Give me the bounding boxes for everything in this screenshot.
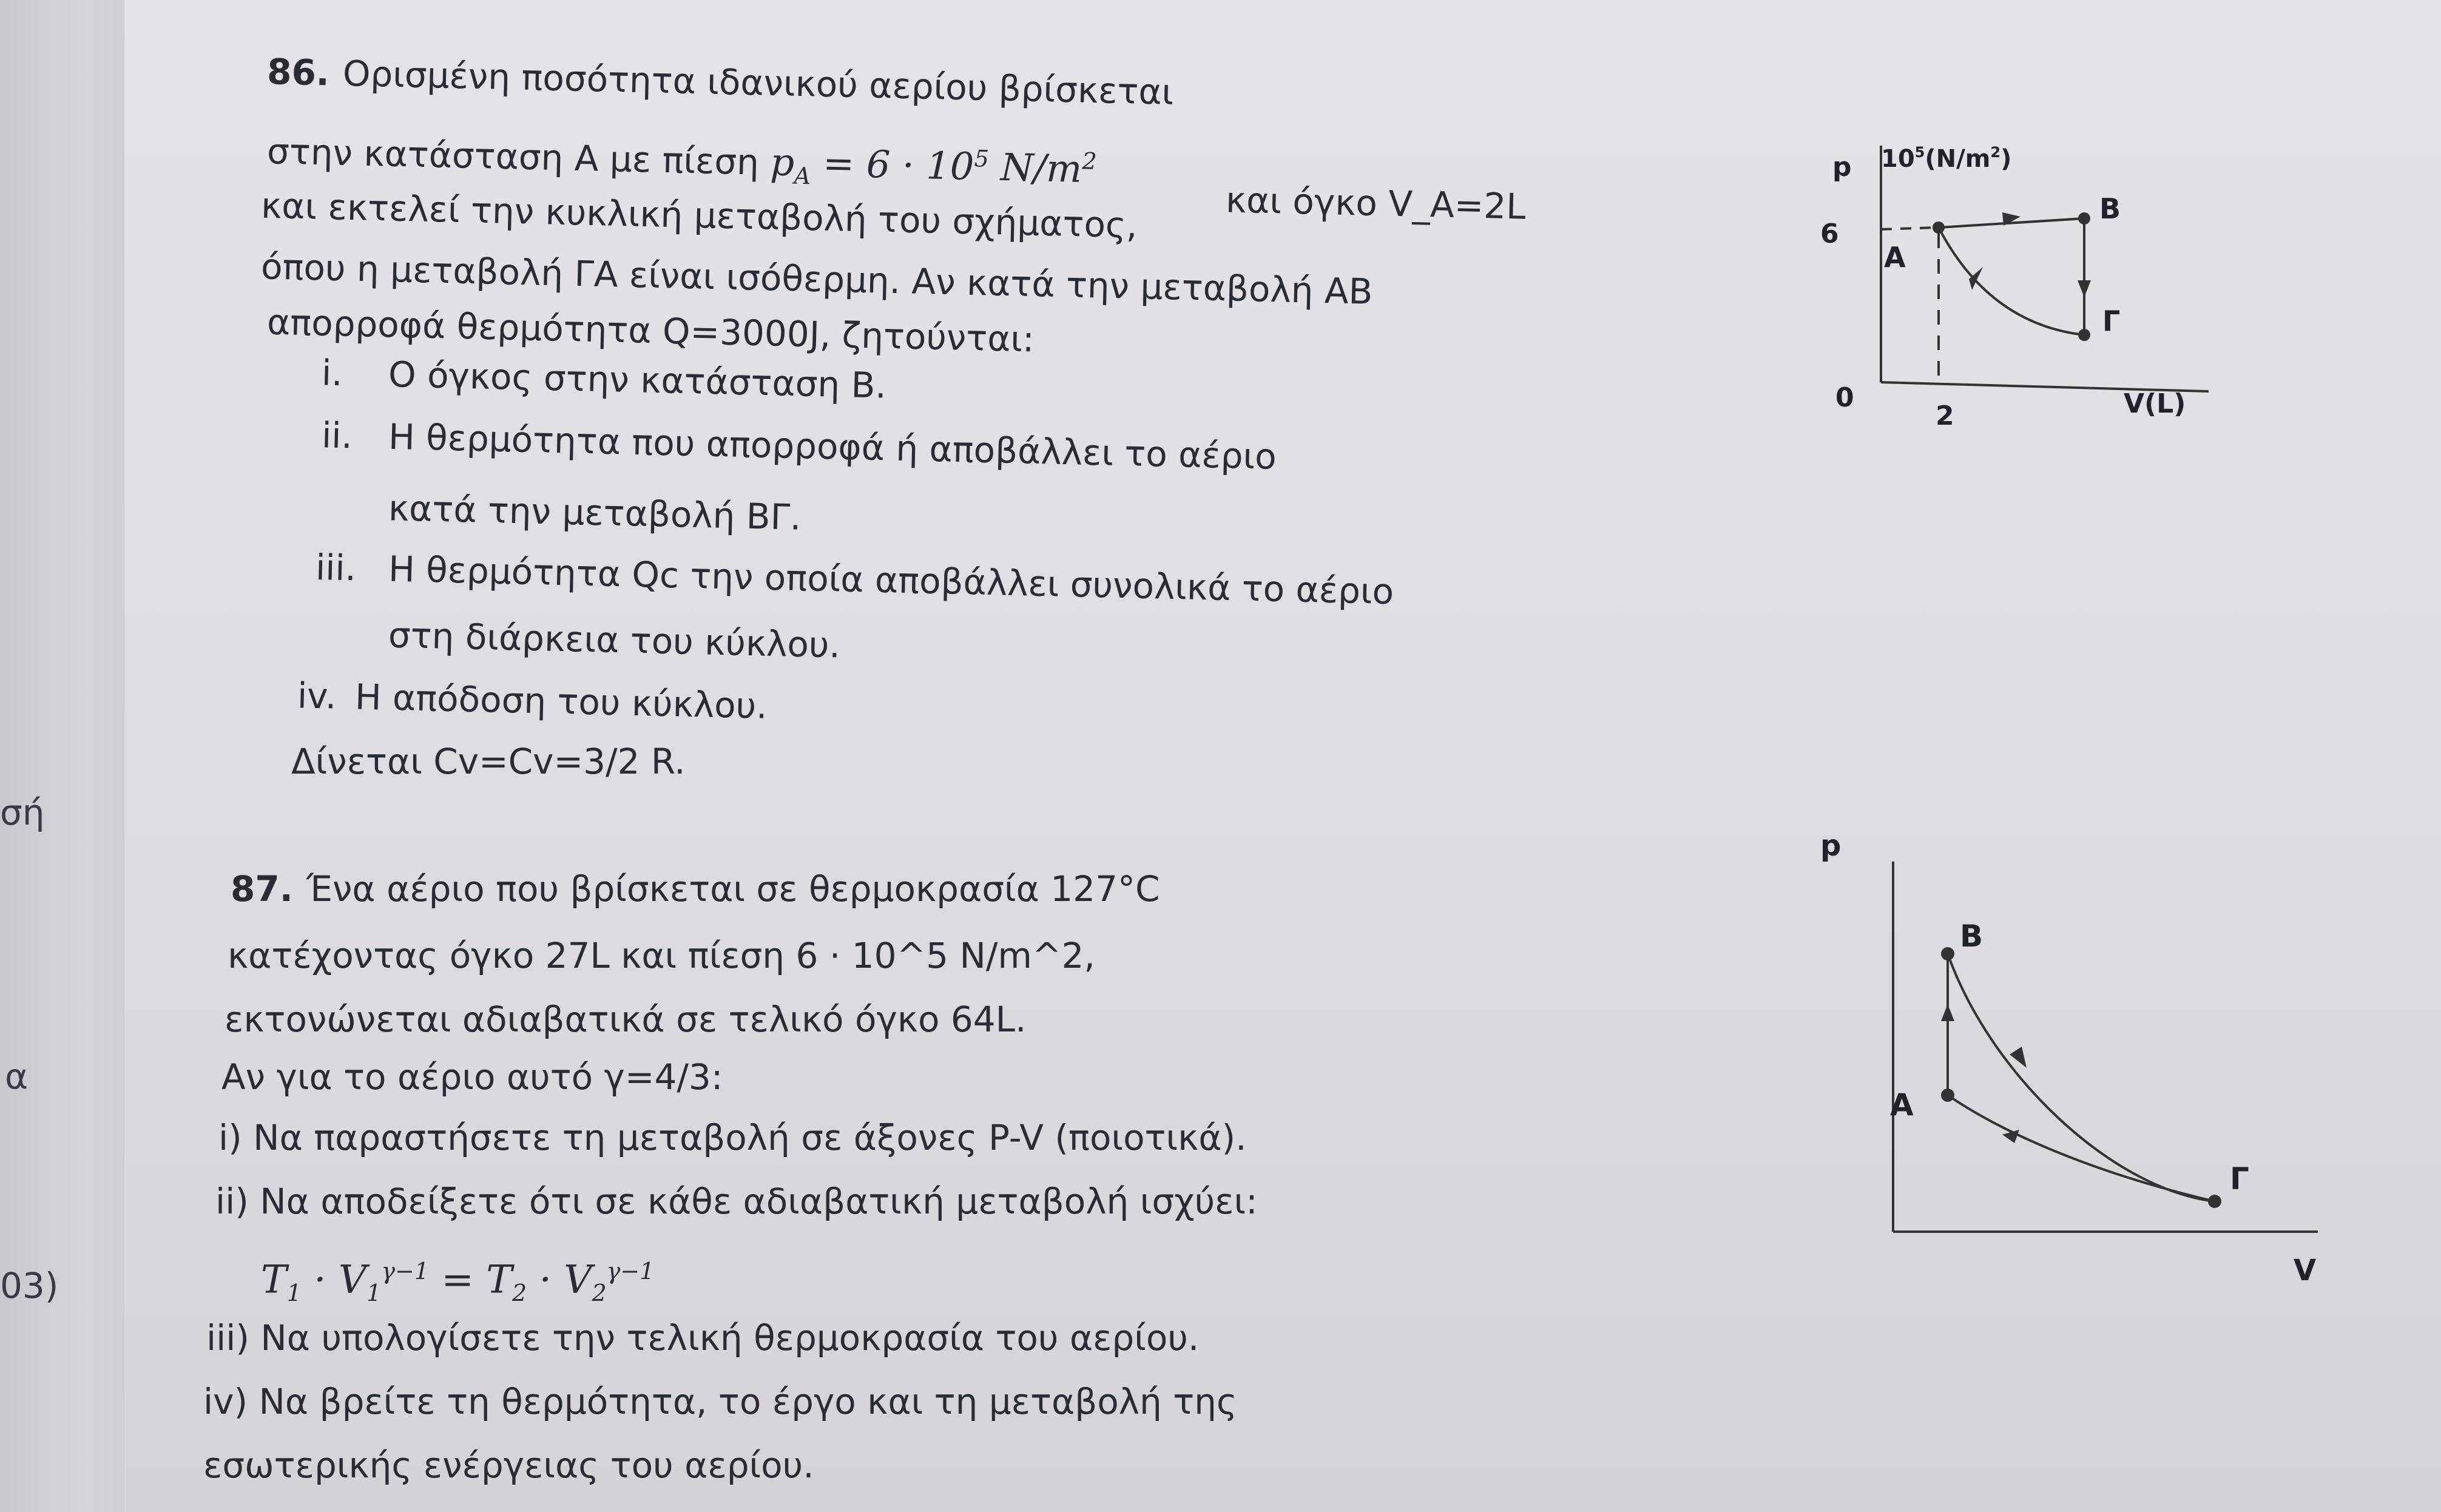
- problem-87-line-3: εκτονώνεται αδιαβατικά σε τελικό όγκο 64L.: [225, 999, 1027, 1040]
- arrow-AB: [1941, 1004, 1954, 1021]
- x-tick-2: 2: [1936, 400, 1954, 431]
- y-unit-label: $10^5(N/m^2)$: [1881, 144, 2012, 173]
- given-heat-capacity: Δίνεται Cv=Cv=3/2 R.: [291, 741, 686, 782]
- problem-text: στην κατάσταση Α με πίεση: [266, 130, 760, 183]
- dashed-pressure-guide: [1881, 228, 1936, 229]
- point-B-label: B: [1960, 919, 1984, 954]
- problem-text: Ένα αέριο που βρίσκεται σε θερμοκρασία 127°C: [306, 868, 1160, 910]
- question-text: Η απόδοση του κύκλου.: [354, 676, 768, 727]
- process-GA: [1948, 1095, 2215, 1201]
- y-axis-label: p: [1820, 829, 1842, 863]
- problem-86-line-4: όπου η μεταβολή ΓΑ είναι ισόθερμη. Αν κατά την μεταβολή ΑΒ: [260, 246, 1374, 312]
- question-iii-cont: στη διάρκεια του κύκλου.: [388, 614, 841, 666]
- question-label: iv.: [297, 675, 337, 717]
- problem-86-line-3: και εκτελεί την κυκλική μεταβολή του σχήματος,: [260, 184, 1138, 246]
- arrow-BG: [2078, 280, 2091, 297]
- point-G-label: Γ: [2230, 1161, 2249, 1196]
- question-label: iii.: [315, 546, 357, 589]
- volume-given: και όγκο V_A=2L: [1225, 179, 1527, 228]
- x-axis-label: V(L): [2124, 388, 2186, 419]
- problem-86-number: 86.: [266, 51, 330, 94]
- process-GA-isotherm: [1939, 228, 2084, 335]
- problem-87-question-iv: iv) Να βρείτε τη θερμότητα, το έργο και τη μεταβολή της: [203, 1381, 1237, 1422]
- point-B: [1941, 947, 1954, 960]
- problem-87-line-1: [231, 868, 1160, 910]
- graph-problem-86: [1808, 121, 2245, 443]
- problem-87-line-2: κατέχοντας όγκο 27L και πίεση 6 · 10^5 N/m^2,: [228, 935, 1095, 976]
- adiabatic-formula: $T_1 \cdot V_1^{\gamma-1} = T_2 \cdot V_2^{\gamma-1}$: [261, 1257, 655, 1307]
- question-text: Η θερμότητα Qc την οποία αποβάλλει συνολικά το αέριο: [388, 548, 1394, 613]
- point-A: [1933, 221, 1945, 234]
- point-G-label: Γ: [2102, 305, 2121, 337]
- problem-87-number: 87.: [231, 868, 293, 910]
- problem-87-question-iii: iii) Να υπολογίσετε την τελική θερμοκρασία του αερίου.: [206, 1317, 1200, 1358]
- margin-fragment: σή: [0, 792, 45, 833]
- question-text: Ο όγκος στην κατάσταση Β.: [388, 353, 887, 407]
- question-label: ii.: [321, 414, 353, 457]
- problem-87-question-ii: ii) Να αποδείξετε ότι σε κάθε αδιαβατική μεταβολή ισχύει:: [215, 1181, 1258, 1222]
- problem-87-line-4: Αν για το αέριο αυτό γ=4/3:: [221, 1056, 723, 1098]
- point-A-label: A: [1884, 241, 1906, 274]
- origin-label: 0: [1835, 382, 1854, 413]
- problem-86-line-5: απορροφά θερμότητα Q=3000J, ζητούνται:: [266, 301, 1035, 360]
- point-G: [2208, 1195, 2221, 1208]
- problem-text: Ορισμένη ποσότητα ιδανικού αερίου βρίσκεται: [342, 52, 1175, 113]
- problem-87-question-iv-cont: εσωτερικής ενέργειας του αερίου.: [203, 1445, 814, 1486]
- problem-87-question-i: i) Να παραστήσετε τη μεταβολή σε άξονες P-V (ποιοτικά).: [218, 1117, 1247, 1158]
- question-label: i.: [321, 352, 343, 394]
- arrow-BG: [2010, 1047, 2027, 1068]
- point-B-label: B: [2099, 192, 2121, 225]
- process-BG-adiabat: [1948, 954, 2215, 1201]
- pressure-formula: $p_A = 6 \cdot 10^5$ $N/m^2$: [769, 139, 1098, 191]
- y-axis-label: p: [1832, 152, 1852, 183]
- point-B: [2078, 212, 2090, 224]
- margin-fragment: α: [5, 1056, 29, 1097]
- point-A: [1941, 1088, 1954, 1102]
- point-G: [2078, 329, 2090, 341]
- point-A-label: A: [1890, 1087, 1914, 1122]
- graph-problem-87: [1796, 819, 2342, 1304]
- question-text: Η θερμότητα που απορροφά ή αποβάλλει το αέριο: [388, 416, 1277, 478]
- question-ii-cont: κατά την μεταβολή ΒΓ.: [388, 487, 802, 538]
- y-tick-6: 6: [1820, 218, 1839, 249]
- x-axis-label: V: [2294, 1254, 2317, 1288]
- margin-fragment: 03): [0, 1265, 59, 1306]
